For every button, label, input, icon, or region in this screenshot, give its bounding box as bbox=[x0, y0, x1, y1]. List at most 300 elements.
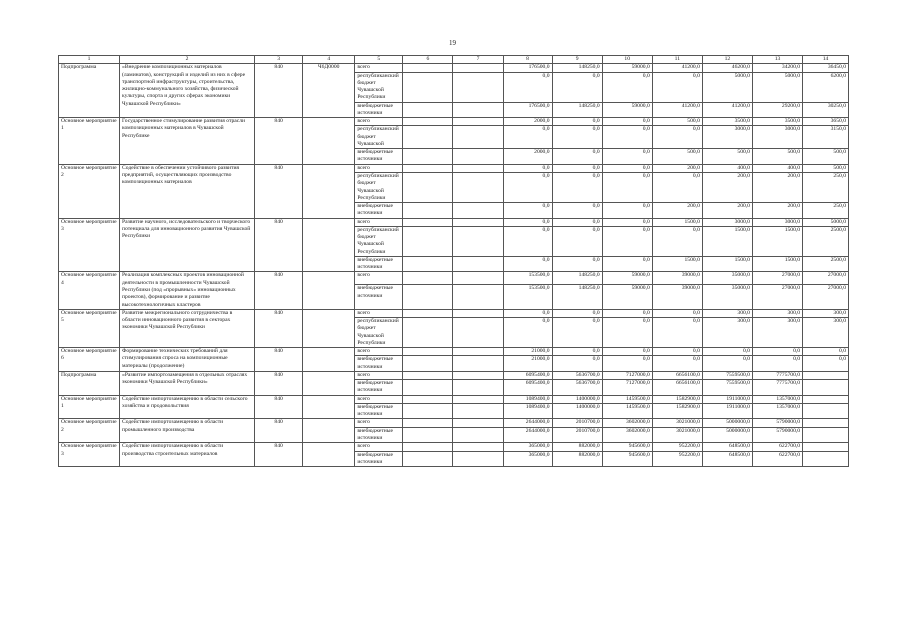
program-description-cell: Содействие импортозамещению в области сельского хозяйства и продовольствия bbox=[120, 395, 255, 419]
amount-cell: 0,0 bbox=[552, 309, 602, 317]
empty-cell bbox=[403, 371, 453, 379]
amount-cell: 2644000,0 bbox=[503, 419, 552, 427]
amount-cell: 622700,0 bbox=[752, 443, 802, 451]
amount-cell: 6656100,0 bbox=[652, 380, 702, 396]
amount-cell: 5000,0 bbox=[803, 218, 849, 226]
empty-cell bbox=[453, 72, 503, 102]
amount-cell: 7127000,0 bbox=[602, 380, 652, 396]
empty-cell bbox=[403, 427, 453, 443]
amount-cell: 0,0 bbox=[552, 72, 602, 102]
amount-cell: 0,0 bbox=[503, 226, 552, 256]
amount-cell: 153500,0 bbox=[503, 272, 552, 285]
amount-cell: 2000,0 bbox=[503, 118, 552, 126]
amount-cell: 35000,0 bbox=[702, 272, 752, 285]
amount-cell: 5636700,0 bbox=[552, 371, 602, 379]
amount-cell bbox=[803, 443, 849, 451]
empty-cell bbox=[453, 427, 503, 443]
amount-cell: 1400000,0 bbox=[552, 395, 602, 403]
amount-cell: 0,0 bbox=[602, 72, 652, 102]
amount-cell: 34200,0 bbox=[752, 64, 802, 72]
funding-source-cell: всего bbox=[355, 118, 403, 126]
empty-cell bbox=[453, 309, 503, 317]
empty-cell bbox=[453, 172, 503, 202]
funding-source-cell: внебюджетные источники bbox=[355, 451, 403, 467]
empty-cell bbox=[403, 218, 453, 226]
amount-cell: 27000,0 bbox=[803, 272, 849, 285]
amount-cell: 35000,0 bbox=[702, 285, 752, 309]
amount-cell: 400,0 bbox=[702, 164, 752, 172]
empty-cell bbox=[403, 203, 453, 219]
grbs-code-cell: 840 bbox=[255, 395, 303, 419]
funding-source-cell: всего bbox=[355, 64, 403, 72]
table-row bbox=[59, 348, 849, 356]
amount-cell: 500,0 bbox=[803, 149, 849, 165]
amount-cell: 0,0 bbox=[652, 309, 702, 317]
amount-cell: 27000,0 bbox=[803, 285, 849, 309]
empty-cell bbox=[403, 403, 453, 419]
grbs-code-cell: 840 bbox=[255, 348, 303, 372]
amount-cell: 0,0 bbox=[702, 356, 752, 372]
amount-cell: 6200,0 bbox=[803, 72, 849, 102]
empty-cell bbox=[453, 64, 503, 72]
program-description-cell: Содействие импортозамещению в области производства строительных материалов bbox=[120, 443, 255, 467]
amount-cell: 41200,0 bbox=[652, 64, 702, 72]
amount-cell: 0,0 bbox=[552, 226, 602, 256]
program-name-cell: Основное мероприятие 6 bbox=[59, 348, 120, 372]
amount-cell: 300,0 bbox=[803, 318, 849, 348]
amount-cell: 500,0 bbox=[803, 164, 849, 172]
amount-cell: 7775700,0 bbox=[752, 371, 802, 379]
amount-cell: 0,0 bbox=[552, 256, 602, 272]
funding-source-cell: республиканский бюджет Чувашской Республики bbox=[355, 172, 403, 202]
grbs-code-cell: 840 bbox=[255, 164, 303, 218]
amount-cell: 200,0 bbox=[752, 172, 802, 202]
empty-cell bbox=[453, 102, 503, 118]
amount-cell: 29200,0 bbox=[752, 102, 802, 118]
header-cell: 5 bbox=[355, 56, 403, 64]
amount-cell: 1459500,0 bbox=[602, 403, 652, 419]
empty-cell bbox=[453, 451, 503, 467]
amount-cell: 5790000,0 bbox=[752, 427, 802, 443]
header-cell: 3 bbox=[255, 56, 303, 64]
program-description-cell: Содействие импортозамещению в области промышленного производства bbox=[120, 419, 255, 443]
funding-source-cell: всего bbox=[355, 218, 403, 226]
amount-cell: 0,0 bbox=[652, 356, 702, 372]
empty-cell bbox=[453, 380, 503, 396]
amount-cell: 1500,0 bbox=[652, 256, 702, 272]
table-row bbox=[59, 118, 849, 126]
empty-cell bbox=[453, 356, 503, 372]
amount-cell: 5000000,0 bbox=[702, 427, 752, 443]
amount-cell: 3500,0 bbox=[752, 118, 802, 126]
amount-cell: 59000,0 bbox=[602, 64, 652, 72]
amount-cell: 39000,0 bbox=[652, 272, 702, 285]
empty-cell bbox=[453, 348, 503, 356]
amount-cell: 5000,0 bbox=[752, 72, 802, 102]
empty-cell bbox=[403, 318, 453, 348]
amount-cell: 1500,0 bbox=[702, 256, 752, 272]
amount-cell: 500,0 bbox=[652, 149, 702, 165]
amount-cell bbox=[803, 371, 849, 379]
amount-cell: 27000,0 bbox=[752, 272, 802, 285]
amount-cell: 300,0 bbox=[752, 309, 802, 317]
amount-cell: 1089400,0 bbox=[503, 395, 552, 403]
amount-cell: 1500,0 bbox=[702, 226, 752, 256]
target-code-cell: Ч6Д0000 bbox=[303, 64, 355, 118]
amount-cell: 3000,0 bbox=[752, 126, 802, 149]
empty-cell bbox=[403, 149, 453, 165]
empty-cell bbox=[453, 272, 503, 285]
amount-cell: 5636700,0 bbox=[552, 380, 602, 396]
program-name-cell: Подпрограмма bbox=[59, 371, 120, 395]
empty-cell bbox=[453, 318, 503, 348]
amount-cell: 0,0 bbox=[552, 318, 602, 348]
program-description-cell: «Развитие импортозамещения в отдельных отраслях экономики Чувашской Республики» bbox=[120, 371, 255, 395]
amount-cell: 3000,0 bbox=[702, 126, 752, 149]
program-name-cell: Подпрограмма bbox=[59, 64, 120, 118]
grbs-code-cell: 840 bbox=[255, 419, 303, 443]
empty-cell bbox=[453, 395, 503, 403]
amount-cell: 300,0 bbox=[702, 318, 752, 348]
amount-cell: 0,0 bbox=[552, 203, 602, 219]
amount-cell: 1500,0 bbox=[652, 218, 702, 226]
funding-source-cell: внебюджетные источники bbox=[355, 356, 403, 372]
empty-cell bbox=[403, 256, 453, 272]
grbs-code-cell: 840 bbox=[255, 371, 303, 395]
amount-cell bbox=[803, 395, 849, 403]
amount-cell: 148250,0 bbox=[552, 285, 602, 309]
header-cell: 9 bbox=[552, 56, 602, 64]
empty-cell bbox=[403, 285, 453, 309]
amount-cell: 36450,0 bbox=[803, 64, 849, 72]
amount-cell: 200,0 bbox=[702, 203, 752, 219]
amount-cell: 2500,0 bbox=[803, 226, 849, 256]
empty-cell bbox=[403, 102, 453, 118]
header-cell: 8 bbox=[503, 56, 552, 64]
funding-source-cell: республиканский бюджет Чувашской Республики bbox=[355, 318, 403, 348]
header-cell: 13 bbox=[752, 56, 802, 64]
program-name-cell: Основное мероприятие 2 bbox=[59, 419, 120, 443]
amount-cell: 27000,0 bbox=[752, 285, 802, 309]
funding-source-cell: внебюджетные источники bbox=[355, 285, 403, 309]
funding-source-cell: внебюджетные источники bbox=[355, 102, 403, 118]
amount-cell: 3602000,0 bbox=[602, 427, 652, 443]
amount-cell: 1911000,0 bbox=[702, 395, 752, 403]
amount-cell: 1500,0 bbox=[752, 256, 802, 272]
empty-cell bbox=[453, 149, 503, 165]
funding-source-cell: внебюджетные источники bbox=[355, 427, 403, 443]
amount-cell: 0,0 bbox=[552, 118, 602, 126]
amount-cell: 200,0 bbox=[652, 203, 702, 219]
empty-cell bbox=[403, 380, 453, 396]
funding-source-cell: всего bbox=[355, 164, 403, 172]
amount-cell: 0,0 bbox=[752, 356, 802, 372]
amount-cell: 3000,0 bbox=[752, 218, 802, 226]
amount-cell: 0,0 bbox=[602, 149, 652, 165]
amount-cell: 1357000,0 bbox=[752, 403, 802, 419]
amount-cell: 148250,0 bbox=[552, 64, 602, 72]
amount-cell: 648500,0 bbox=[702, 443, 752, 451]
amount-cell: 300,0 bbox=[752, 318, 802, 348]
target-code-cell bbox=[303, 371, 355, 395]
amount-cell: 0,0 bbox=[552, 348, 602, 356]
amount-cell: 0,0 bbox=[652, 226, 702, 256]
empty-cell bbox=[403, 443, 453, 451]
amount-cell: 0,0 bbox=[803, 348, 849, 356]
amount-cell: 5000000,0 bbox=[702, 419, 752, 427]
amount-cell: 1582900,0 bbox=[652, 403, 702, 419]
empty-cell bbox=[453, 218, 503, 226]
amount-cell: 365000,0 bbox=[503, 443, 552, 451]
empty-cell bbox=[453, 285, 503, 309]
program-description-cell: Реализация комплексных проектов инновационной деятельности в промышленности Чувашской Республики (под «прорывных» инновационных проектов), формирование и развитие высокотехнологичных кластеров bbox=[120, 272, 255, 309]
amount-cell: 0,0 bbox=[552, 126, 602, 149]
amount-cell: 39000,0 bbox=[652, 285, 702, 309]
amount-cell: 59000,0 bbox=[602, 102, 652, 118]
target-code-cell bbox=[303, 309, 355, 347]
amount-cell bbox=[803, 403, 849, 419]
table-row bbox=[59, 395, 849, 403]
amount-cell: 1089400,0 bbox=[503, 403, 552, 419]
amount-cell: 0,0 bbox=[503, 72, 552, 102]
target-code-cell bbox=[303, 348, 355, 372]
amount-cell: 400,0 bbox=[752, 164, 802, 172]
grbs-code-cell: 840 bbox=[255, 118, 303, 165]
budget-table bbox=[58, 55, 849, 467]
empty-cell bbox=[453, 226, 503, 256]
amount-cell: 0,0 bbox=[652, 126, 702, 149]
empty-cell bbox=[403, 64, 453, 72]
amount-cell: 500,0 bbox=[652, 118, 702, 126]
funding-source-cell: внебюджетные источники bbox=[355, 403, 403, 419]
amount-cell: 7559500,0 bbox=[702, 371, 752, 379]
funding-source-cell: республиканский бюджет Чувашской bbox=[355, 126, 403, 149]
amount-cell: 0,0 bbox=[602, 218, 652, 226]
amount-cell: 500,0 bbox=[752, 149, 802, 165]
table-row bbox=[59, 309, 849, 317]
amount-cell: 0,0 bbox=[552, 149, 602, 165]
amount-cell: 148250,0 bbox=[552, 102, 602, 118]
amount-cell: 0,0 bbox=[602, 118, 652, 126]
amount-cell: 0,0 bbox=[552, 356, 602, 372]
empty-cell bbox=[403, 226, 453, 256]
table-row bbox=[59, 272, 849, 285]
funding-source-cell: всего bbox=[355, 348, 403, 356]
grbs-code-cell: 840 bbox=[255, 64, 303, 118]
funding-source-cell: республиканский бюджет Чувашской Республики bbox=[355, 226, 403, 256]
amount-cell: 3021000,0 bbox=[652, 427, 702, 443]
funding-source-cell: республиканский бюджет Чувашской Республики bbox=[355, 72, 403, 102]
page-number: 19 bbox=[449, 39, 456, 47]
table-header-row bbox=[59, 56, 849, 64]
amount-cell: 0,0 bbox=[503, 318, 552, 348]
amount-cell: 2010700,0 bbox=[552, 427, 602, 443]
amount-cell: 882000,0 bbox=[552, 443, 602, 451]
grbs-code-cell: 840 bbox=[255, 443, 303, 467]
amount-cell: 952200,0 bbox=[652, 443, 702, 451]
table-row bbox=[59, 64, 849, 72]
amount-cell: 3150,0 bbox=[803, 126, 849, 149]
funding-source-cell: внебюджетные источники bbox=[355, 380, 403, 396]
amount-cell: 945600,0 bbox=[602, 443, 652, 451]
header-cell: 14 bbox=[803, 56, 849, 64]
funding-source-cell: всего bbox=[355, 371, 403, 379]
funding-source-cell: всего bbox=[355, 395, 403, 403]
empty-cell bbox=[453, 203, 503, 219]
amount-cell: 0,0 bbox=[602, 309, 652, 317]
amount-cell: 5790000,0 bbox=[752, 419, 802, 427]
header-cell: 2 bbox=[120, 56, 255, 64]
amount-cell: 0,0 bbox=[503, 256, 552, 272]
amount-cell: 300,0 bbox=[803, 309, 849, 317]
amount-cell: 300,0 bbox=[702, 309, 752, 317]
header-cell: 6 bbox=[403, 56, 453, 64]
amount-cell: 250,0 bbox=[803, 203, 849, 219]
amount-cell: 0,0 bbox=[752, 348, 802, 356]
amount-cell: 0,0 bbox=[602, 172, 652, 202]
program-name-cell: Основное мероприятие 3 bbox=[59, 443, 120, 467]
amount-cell: 2010700,0 bbox=[552, 419, 602, 427]
amount-cell: 148250,0 bbox=[552, 272, 602, 285]
amount-cell: 6095400,0 bbox=[503, 371, 552, 379]
amount-cell: 952200,0 bbox=[652, 451, 702, 467]
program-name-cell: Основное мероприятие 2 bbox=[59, 164, 120, 218]
amount-cell: 0,0 bbox=[602, 256, 652, 272]
amount-cell: 0,0 bbox=[652, 72, 702, 102]
program-description-cell: Развитие межрегионального сотрудничества в области инновационного развития в секторах экономики Чувашской Республики bbox=[120, 309, 255, 347]
amount-cell bbox=[803, 451, 849, 467]
amount-cell: 0,0 bbox=[602, 356, 652, 372]
funding-source-cell: всего bbox=[355, 309, 403, 317]
target-code-cell bbox=[303, 218, 355, 272]
amount-cell: 6656100,0 bbox=[652, 371, 702, 379]
amount-cell: 0,0 bbox=[503, 164, 552, 172]
amount-cell: 30250,0 bbox=[803, 102, 849, 118]
amount-cell bbox=[803, 419, 849, 427]
target-code-cell bbox=[303, 272, 355, 309]
amount-cell: 0,0 bbox=[552, 218, 602, 226]
amount-cell: 500,0 bbox=[702, 149, 752, 165]
funding-source-cell: внебюджетные источники bbox=[355, 149, 403, 165]
target-code-cell bbox=[303, 419, 355, 443]
amount-cell: 1459500,0 bbox=[602, 395, 652, 403]
amount-cell: 3500,0 bbox=[702, 118, 752, 126]
program-name-cell: Основное мероприятие 1 bbox=[59, 395, 120, 419]
amount-cell: 1500,0 bbox=[752, 226, 802, 256]
table-row bbox=[59, 443, 849, 451]
empty-cell bbox=[403, 126, 453, 149]
amount-cell: 1911000,0 bbox=[702, 403, 752, 419]
target-code-cell bbox=[303, 443, 355, 467]
amount-cell: 0,0 bbox=[503, 172, 552, 202]
amount-cell: 41200,0 bbox=[652, 102, 702, 118]
amount-cell: 7559500,0 bbox=[702, 380, 752, 396]
amount-cell bbox=[803, 380, 849, 396]
empty-cell bbox=[403, 356, 453, 372]
amount-cell: 59000,0 bbox=[602, 272, 652, 285]
funding-source-cell: всего bbox=[355, 443, 403, 451]
funding-source-cell: внебюджетные источники bbox=[355, 256, 403, 272]
empty-cell bbox=[403, 419, 453, 427]
amount-cell: 2644000,0 bbox=[503, 427, 552, 443]
program-description-cell: «Внедрение композиционных материалов (ламинатов), конструкций и изделий из них в сфере транспортной инфраструктуры, строительства, жилищно-коммунального хозяйства, физической культуры, спорта и других сферах экономики Чувашской Республики» bbox=[120, 64, 255, 118]
target-code-cell bbox=[303, 118, 355, 165]
amount-cell: 250,0 bbox=[803, 172, 849, 202]
program-name-cell: Основное мероприятие 5 bbox=[59, 309, 120, 347]
empty-cell bbox=[403, 451, 453, 467]
target-code-cell bbox=[303, 395, 355, 419]
header-cell: 4 bbox=[303, 56, 355, 64]
program-description-cell: Развитие научного, исследовательского и творческого потенциала для инновационного развития Чувашской Республики bbox=[120, 218, 255, 272]
empty-cell bbox=[403, 72, 453, 102]
empty-cell bbox=[403, 395, 453, 403]
empty-cell bbox=[453, 403, 503, 419]
amount-cell: 0,0 bbox=[602, 126, 652, 149]
empty-cell bbox=[453, 371, 503, 379]
amount-cell: 2500,0 bbox=[803, 256, 849, 272]
amount-cell: 1582900,0 bbox=[652, 395, 702, 403]
funding-source-cell: внебюджетные источники bbox=[355, 203, 403, 219]
amount-cell: 176500,0 bbox=[503, 64, 552, 72]
amount-cell: 0,0 bbox=[602, 348, 652, 356]
amount-cell: 0,0 bbox=[503, 126, 552, 149]
amount-cell: 622700,0 bbox=[752, 451, 802, 467]
empty-cell bbox=[453, 164, 503, 172]
amount-cell: 3602000,0 bbox=[602, 419, 652, 427]
program-name-cell: Основное мероприятие 1 bbox=[59, 118, 120, 165]
amount-cell: 1357000,0 bbox=[752, 395, 802, 403]
amount-cell: 153500,0 bbox=[503, 285, 552, 309]
amount-cell: 0,0 bbox=[602, 164, 652, 172]
header-cell: 10 bbox=[602, 56, 652, 64]
header-cell: 11 bbox=[652, 56, 702, 64]
empty-cell bbox=[453, 256, 503, 272]
table-row bbox=[59, 218, 849, 226]
amount-cell: 41200,0 bbox=[702, 102, 752, 118]
table-row bbox=[59, 371, 849, 379]
header-cell: 12 bbox=[702, 56, 752, 64]
amount-cell: 3000,0 bbox=[702, 218, 752, 226]
amount-cell: 0,0 bbox=[552, 164, 602, 172]
amount-cell: 21000,0 bbox=[503, 356, 552, 372]
amount-cell: 21000,0 bbox=[503, 348, 552, 356]
program-name-cell: Основное мероприятие 3 bbox=[59, 218, 120, 272]
amount-cell: 0,0 bbox=[503, 218, 552, 226]
amount-cell: 0,0 bbox=[503, 309, 552, 317]
empty-cell bbox=[453, 126, 503, 149]
amount-cell: 648500,0 bbox=[702, 451, 752, 467]
amount-cell: 0,0 bbox=[702, 348, 752, 356]
program-name-cell: Основное мероприятие 4 bbox=[59, 272, 120, 309]
amount-cell: 200,0 bbox=[752, 203, 802, 219]
amount-cell: 882000,0 bbox=[552, 451, 602, 467]
amount-cell: 0,0 bbox=[602, 318, 652, 348]
funding-source-cell: всего bbox=[355, 419, 403, 427]
amount-cell: 0,0 bbox=[803, 356, 849, 372]
empty-cell bbox=[453, 419, 503, 427]
empty-cell bbox=[403, 272, 453, 285]
grbs-code-cell: 840 bbox=[255, 272, 303, 309]
empty-cell bbox=[403, 348, 453, 356]
amount-cell: 59000,0 bbox=[602, 285, 652, 309]
empty-cell bbox=[403, 309, 453, 317]
table-row bbox=[59, 164, 849, 172]
program-description-cell: Государственное стимулирование развития отрасли композиционных материалов в Чувашской Республике bbox=[120, 118, 255, 165]
amount-cell: 365000,0 bbox=[503, 451, 552, 467]
empty-cell bbox=[453, 443, 503, 451]
amount-cell: 7775700,0 bbox=[752, 380, 802, 396]
amount-cell: 0,0 bbox=[503, 203, 552, 219]
